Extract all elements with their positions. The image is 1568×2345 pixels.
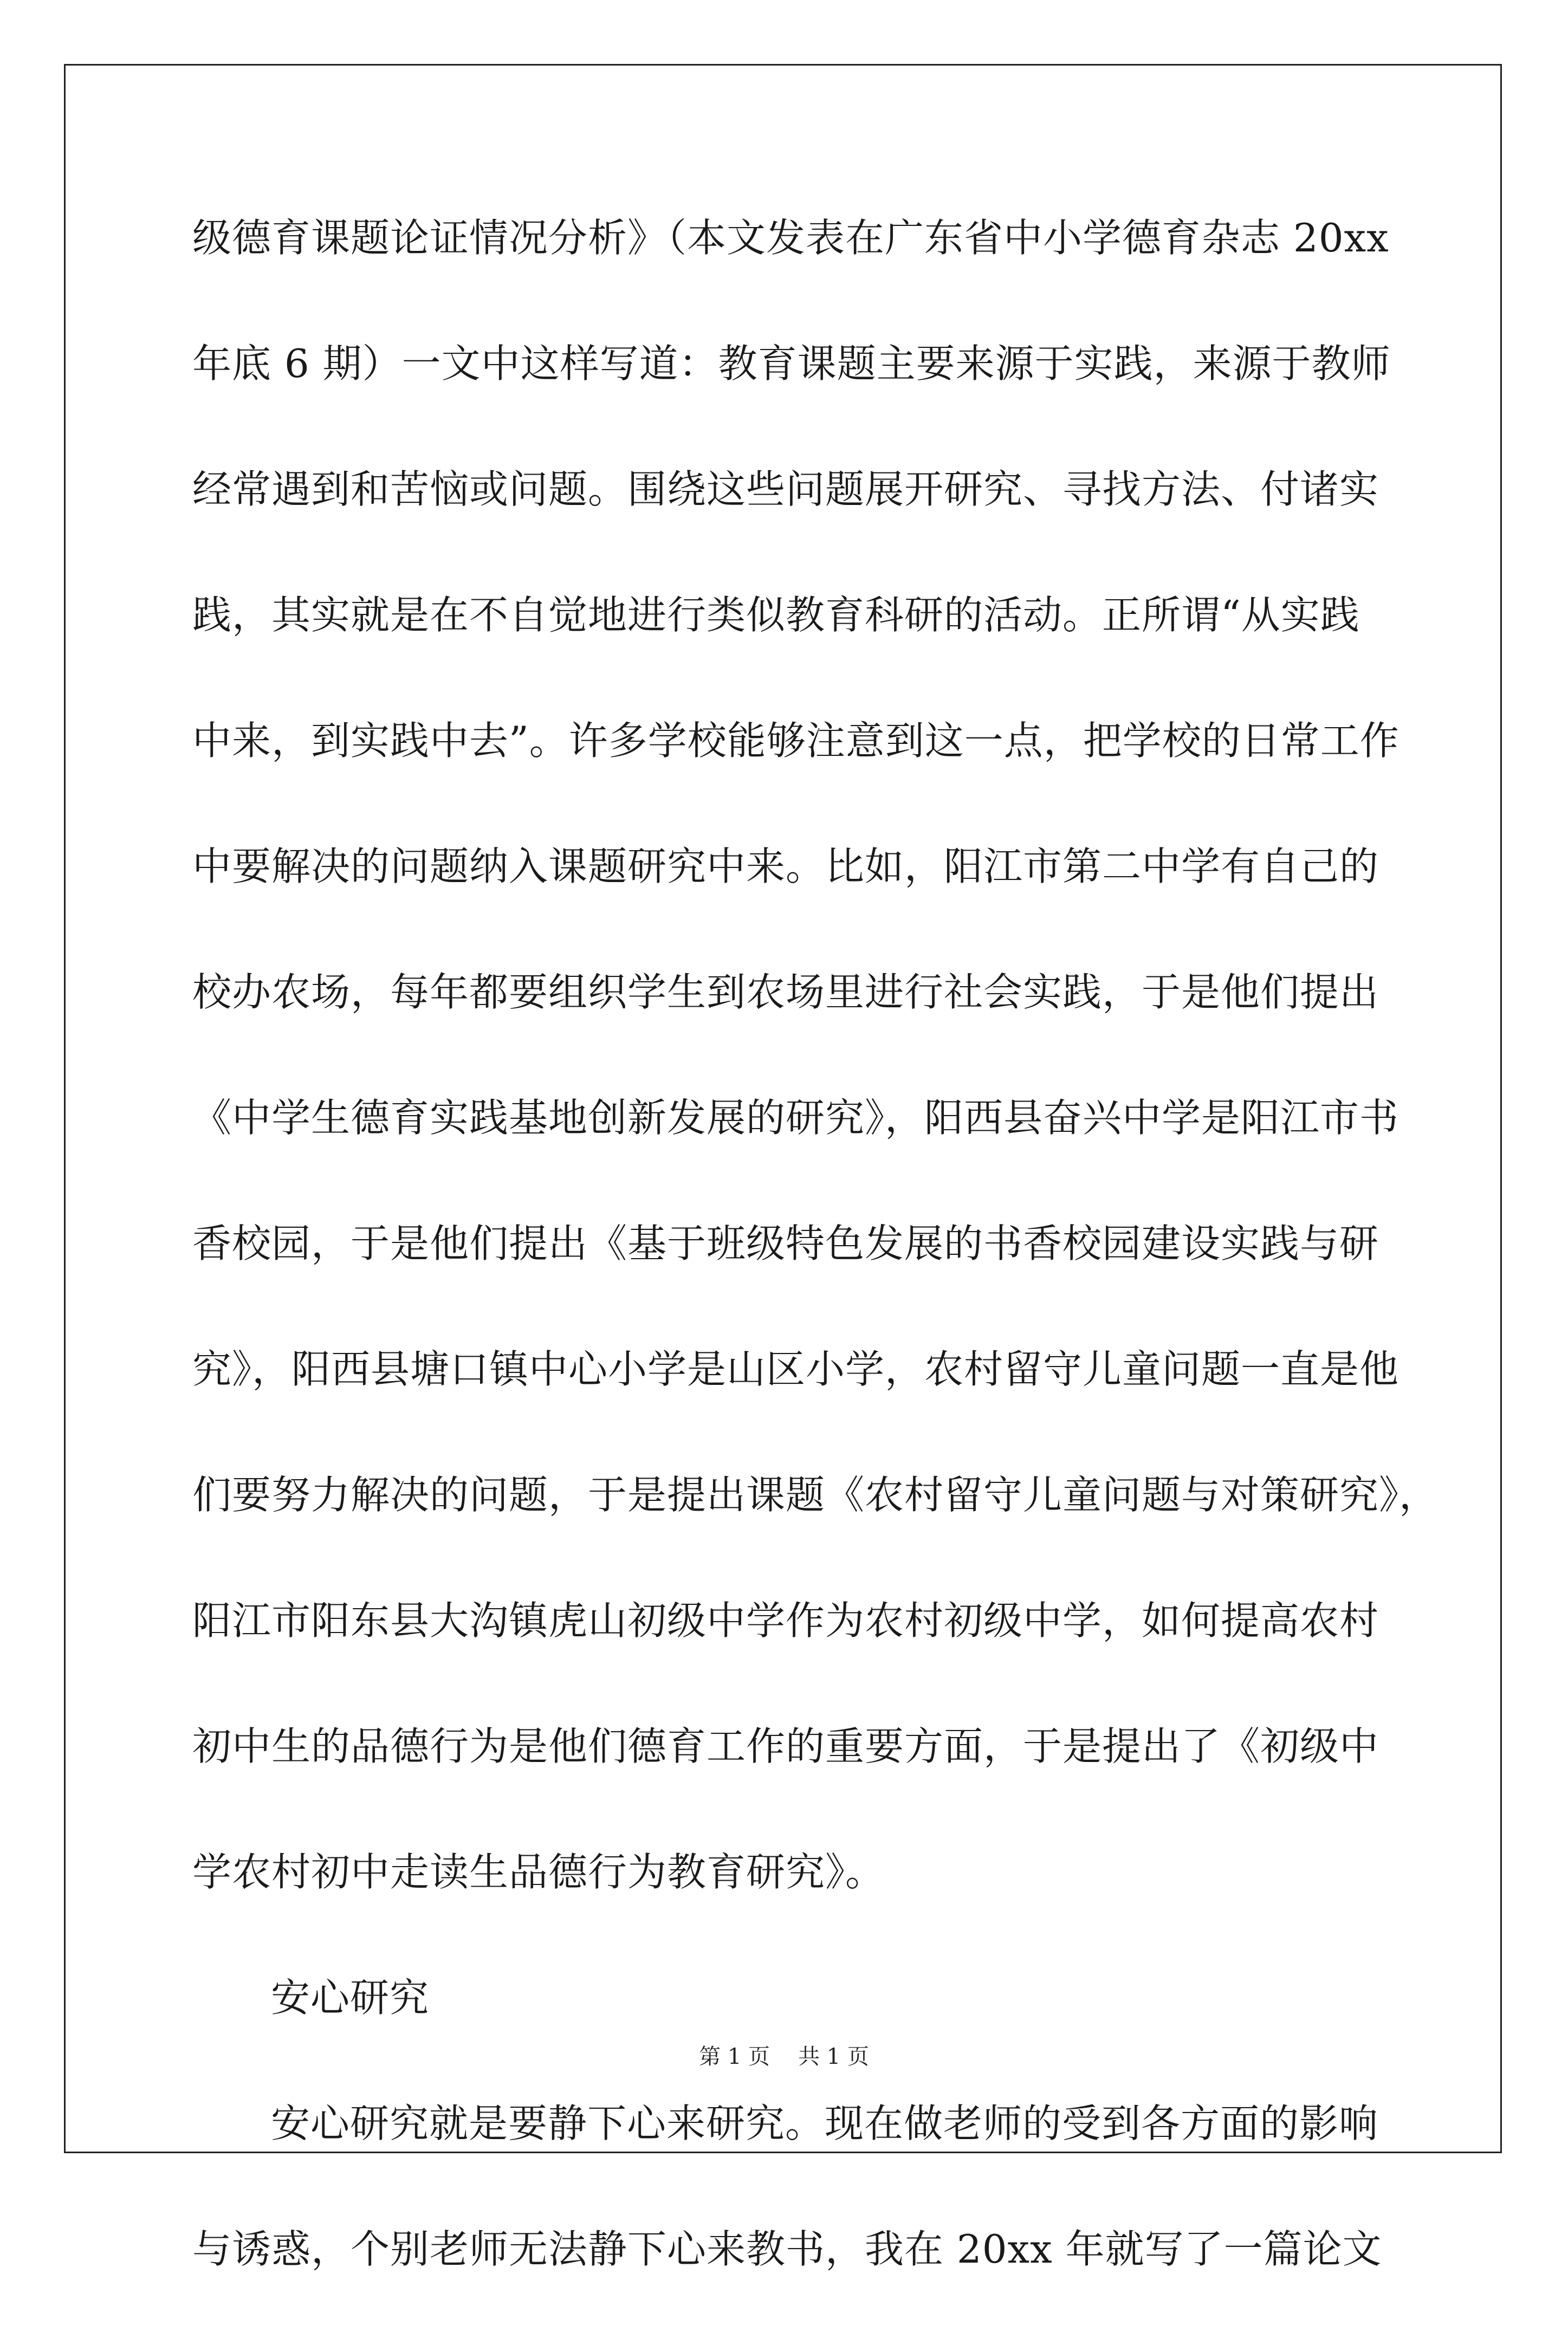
page-footer (0, 2042, 1568, 2072)
section-heading: 安心研究 (271, 1975, 430, 2020)
page-total: 共 1 页 (798, 2044, 869, 2069)
page-number: 第 1 页 (699, 2044, 770, 2069)
paragraph-line: 《中学生德育实践基地创新发展的研究》，阳西县奋兴中学是阳江市书 (192, 1095, 1399, 1141)
paragraph-line: 学农村初中走读生品德行为教育研究》。 (192, 1849, 885, 1895)
paragraph-line: 践，其实就是在不自觉地进行类似教育科研的活动。正所谓“从实践 (192, 592, 1360, 638)
paragraph-line: 中来，到实践中去”。许多学校能够注意到这一点，把学校的日常工作 (192, 718, 1399, 763)
paragraph-line: 中要解决的问题纳入课题研究中来。比如，阳江市第二中学有自己的 (192, 844, 1379, 889)
paragraph-line: 经常遇到和苦恼或问题。围绕这些问题展开研究、寻找方法、付诸实 (192, 467, 1379, 512)
paragraph-line: 与诱惑，个别老师无法静下心来教书，我在 20xx 年就写了一篇论文 (192, 2226, 1382, 2272)
paragraph-line: 香校园，于是他们提出《基于班级特色发展的书香校园建设实践与研 (192, 1221, 1379, 1266)
paragraph-line: 年底 6 期）一文中这样写道：教育课题主要来源于实践，来源于教师 (192, 341, 1391, 386)
paragraph-line: 们要努力解决的问题，于是提出课题《农村留守儿童问题与对策研究》， (192, 1472, 1439, 1518)
paragraph-line: 安心研究就是要静下心来研究。现在做老师的受到各方面的影响 (271, 2101, 1379, 2146)
paragraph-line: 究》，阳西县塘口镇中心小学是山区小学，农村留守儿童问题一直是他 (192, 1346, 1399, 1392)
paragraph-line: 初中生的品德行为是他们德育工作的重要方面，于是提出了《初级中 (192, 1724, 1379, 1769)
paragraph-line: 级德育课题论证情况分析》（本文发表在广东省中小学德育杂志 20xx (192, 215, 1389, 261)
document-body (192, 208, 1439, 2345)
paragraph-line: 校办农场，每年都要组织学生到农场里进行社会实践，于是他们提出 (192, 969, 1379, 1015)
paragraph-line: 阳江市阳东县大沟镇虎山初级中学作为农村初级中学，如何提高农村 (192, 1598, 1379, 1643)
